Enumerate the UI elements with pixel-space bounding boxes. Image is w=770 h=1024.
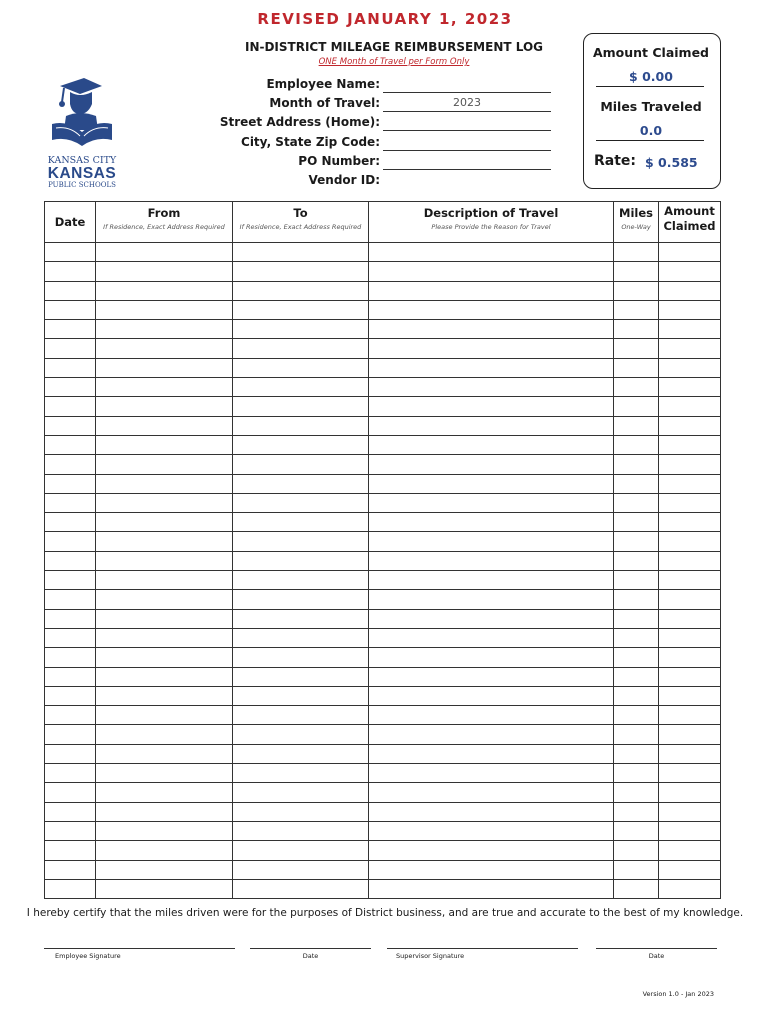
amount-cell[interactable] [659, 262, 721, 281]
miles-cell[interactable] [614, 609, 659, 628]
to-cell[interactable] [233, 764, 369, 783]
supervisor-signature-line[interactable] [387, 948, 578, 949]
to-cell[interactable] [233, 281, 369, 300]
district-logo [40, 76, 124, 189]
table-row [45, 783, 721, 802]
from-cell[interactable] [96, 706, 233, 725]
col-header-description: Description of Travel Please Provide the Reason for Travel [369, 202, 614, 243]
date-cell[interactable] [45, 551, 96, 570]
miles-cell[interactable] [614, 474, 659, 493]
miles-cell[interactable] [614, 513, 659, 532]
to-cell[interactable] [233, 300, 369, 319]
miles-traveled-label: Miles Traveled [600, 99, 702, 114]
from-cell[interactable] [96, 532, 233, 551]
description-cell[interactable] [369, 416, 614, 435]
date-cell[interactable] [45, 378, 96, 397]
table-row [45, 648, 721, 667]
to-cell[interactable] [233, 744, 369, 763]
employee-name-label: Employee Name: [266, 77, 380, 91]
month-of-travel-label: Month of Travel: [269, 96, 380, 110]
from-cell[interactable] [96, 648, 233, 667]
to-cell[interactable] [233, 455, 369, 474]
to-cell[interactable] [233, 262, 369, 281]
graduate-reading-icon [40, 76, 124, 154]
date-cell[interactable] [45, 532, 96, 551]
amount-cell[interactable] [659, 706, 721, 725]
amount-cell[interactable] [659, 628, 721, 647]
to-cell[interactable] [233, 590, 369, 609]
description-cell[interactable] [369, 590, 614, 609]
table-row [45, 764, 721, 783]
employee-signature-line[interactable] [44, 948, 235, 949]
description-cell[interactable] [369, 262, 614, 281]
to-cell[interactable] [233, 725, 369, 744]
from-cell[interactable] [96, 474, 233, 493]
from-cell[interactable] [96, 725, 233, 744]
date-cell[interactable] [45, 860, 96, 879]
table-row [45, 879, 721, 898]
description-cell[interactable] [369, 435, 614, 454]
amount-cell[interactable] [659, 532, 721, 551]
from-cell[interactable] [96, 686, 233, 705]
amount-cell[interactable] [659, 435, 721, 454]
to-cell[interactable] [233, 397, 369, 416]
description-cell[interactable] [369, 493, 614, 512]
table-row [45, 416, 721, 435]
amount-cell[interactable] [659, 571, 721, 590]
miles-cell[interactable] [614, 551, 659, 570]
from-cell[interactable] [96, 609, 233, 628]
amount-cell[interactable] [659, 281, 721, 300]
table-row [45, 397, 721, 416]
from-cell[interactable] [96, 339, 233, 358]
date-cell[interactable] [45, 609, 96, 628]
date-cell[interactable] [45, 339, 96, 358]
table-row [45, 378, 721, 397]
from-cell[interactable] [96, 262, 233, 281]
description-cell[interactable] [369, 821, 614, 840]
to-cell[interactable] [233, 339, 369, 358]
miles-cell[interactable] [614, 397, 659, 416]
amount-cell[interactable] [659, 821, 721, 840]
from-hint: If Residence, Exact Address Required [103, 223, 225, 231]
miles-cell[interactable] [614, 841, 659, 860]
col-header-date: Date [45, 202, 96, 243]
amount-cell[interactable] [659, 358, 721, 377]
table-row [45, 706, 721, 725]
miles-cell[interactable] [614, 532, 659, 551]
col-header-to: To If Residence, Exact Address Required [233, 202, 369, 243]
date-cell[interactable] [45, 628, 96, 647]
from-cell[interactable] [96, 571, 233, 590]
table-row [45, 455, 721, 474]
month-of-travel-value[interactable]: 2023 [453, 96, 481, 109]
miles-cell[interactable] [614, 571, 659, 590]
table-row [45, 725, 721, 744]
description-cell[interactable] [369, 532, 614, 551]
miles-cell[interactable] [614, 783, 659, 802]
employee-name-field[interactable] [383, 92, 551, 93]
rate-label: Rate: [594, 153, 637, 169]
date-cell[interactable] [45, 783, 96, 802]
table-row [45, 435, 721, 454]
description-cell[interactable] [369, 609, 614, 628]
date-cell[interactable] [45, 262, 96, 281]
description-cell[interactable] [369, 339, 614, 358]
to-hint: If Residence, Exact Address Required [239, 223, 362, 231]
date-cell[interactable] [45, 725, 96, 744]
to-cell[interactable] [233, 243, 369, 262]
table-row [45, 841, 721, 860]
to-cell[interactable] [233, 571, 369, 590]
miles-cell[interactable] [614, 416, 659, 435]
date-cell[interactable] [45, 571, 96, 590]
from-cell[interactable] [96, 841, 233, 860]
from-cell[interactable] [96, 493, 233, 512]
from-cell[interactable] [96, 300, 233, 319]
to-cell[interactable] [233, 648, 369, 667]
amount-cell[interactable] [659, 243, 721, 262]
date-cell[interactable] [45, 493, 96, 512]
from-cell[interactable] [96, 667, 233, 686]
description-cell[interactable] [369, 571, 614, 590]
version-label: Version 1.0 - Jan 2023 [642, 990, 714, 998]
date-cell[interactable] [45, 474, 96, 493]
to-cell[interactable] [233, 378, 369, 397]
amount-cell[interactable] [659, 397, 721, 416]
date-cell[interactable] [45, 879, 96, 898]
date-cell[interactable] [45, 513, 96, 532]
date-cell[interactable] [45, 744, 96, 763]
from-cell[interactable] [96, 513, 233, 532]
miles-hint: One-Way [621, 223, 651, 231]
amount-cell[interactable] [659, 879, 721, 898]
miles-traveled-value: 0.0 [639, 123, 663, 138]
from-cell[interactable] [96, 416, 233, 435]
col-header-amount: Amount Claimed [659, 202, 721, 243]
miles-cell[interactable] [614, 243, 659, 262]
description-cell[interactable] [369, 378, 614, 397]
description-cell[interactable] [369, 320, 614, 339]
from-cell[interactable] [96, 551, 233, 570]
date-cell[interactable] [45, 667, 96, 686]
table-row [45, 339, 721, 358]
miles-cell[interactable] [614, 725, 659, 744]
description-cell[interactable] [369, 686, 614, 705]
to-cell[interactable] [233, 435, 369, 454]
amount-cell[interactable] [659, 474, 721, 493]
amount-cell[interactable] [659, 339, 721, 358]
po-number-field[interactable] [383, 169, 551, 170]
miles-cell[interactable] [614, 300, 659, 319]
miles-cell[interactable] [614, 493, 659, 512]
city-state-zip-field[interactable] [383, 150, 551, 151]
mileage-log-table [44, 201, 721, 899]
street-address-label: Street Address (Home): [219, 115, 380, 129]
miles-traveled-underline [596, 140, 704, 141]
from-cell[interactable] [96, 821, 233, 840]
amount-cell[interactable] [659, 300, 721, 319]
col-header-from: From If Residence, Exact Address Required [96, 202, 233, 243]
miles-cell[interactable] [614, 628, 659, 647]
from-cell[interactable] [96, 860, 233, 879]
amount-cell[interactable] [659, 648, 721, 667]
to-cell[interactable] [233, 667, 369, 686]
amount-cell[interactable] [659, 416, 721, 435]
vendor-id-label: Vendor ID: [308, 173, 380, 187]
from-cell[interactable] [96, 590, 233, 609]
amount-claimed-value: $ 0.00 [629, 69, 673, 84]
miles-cell[interactable] [614, 667, 659, 686]
to-cell[interactable] [233, 320, 369, 339]
table-row [45, 358, 721, 377]
table-row [45, 821, 721, 840]
miles-cell[interactable] [614, 802, 659, 821]
description-cell[interactable] [369, 551, 614, 570]
date-line-1[interactable] [250, 948, 371, 949]
date-cell[interactable] [45, 300, 96, 319]
city-state-zip-label: City, State Zip Code: [241, 135, 380, 149]
date-cell[interactable] [45, 802, 96, 821]
date-cell[interactable] [45, 590, 96, 609]
to-cell[interactable] [233, 416, 369, 435]
date-cell[interactable] [45, 706, 96, 725]
from-cell[interactable] [96, 783, 233, 802]
to-cell[interactable] [233, 783, 369, 802]
table-row [45, 744, 721, 763]
table-row [45, 320, 721, 339]
to-cell[interactable] [233, 493, 369, 512]
miles-cell[interactable] [614, 879, 659, 898]
form-title: IN-DISTRICT MILEAGE REIMBURSEMENT LOG [244, 40, 543, 54]
description-cell[interactable] [369, 455, 614, 474]
description-cell[interactable] [369, 667, 614, 686]
table-row [45, 590, 721, 609]
table-row [45, 262, 721, 281]
from-cell[interactable] [96, 879, 233, 898]
description-cell[interactable] [369, 706, 614, 725]
date-cell[interactable] [45, 320, 96, 339]
amount-cell[interactable] [659, 725, 721, 744]
from-cell[interactable] [96, 378, 233, 397]
date-cell[interactable] [45, 686, 96, 705]
description-cell[interactable] [369, 744, 614, 763]
amount-cell[interactable] [659, 551, 721, 570]
table-row [45, 571, 721, 590]
description-cell[interactable] [369, 764, 614, 783]
description-cell[interactable] [369, 725, 614, 744]
to-cell[interactable] [233, 474, 369, 493]
miles-cell[interactable] [614, 320, 659, 339]
amount-cell[interactable] [659, 609, 721, 628]
table-row [45, 474, 721, 493]
rate-value: $ 0.585 [645, 155, 698, 170]
table-row [45, 628, 721, 647]
description-cell[interactable] [369, 860, 614, 879]
table-row [45, 513, 721, 532]
table-row [45, 493, 721, 512]
miles-cell[interactable] [614, 648, 659, 667]
to-cell[interactable] [233, 513, 369, 532]
to-cell[interactable] [233, 860, 369, 879]
date-label-1: Date [302, 952, 319, 960]
to-cell[interactable] [233, 551, 369, 570]
amount-cell[interactable] [659, 802, 721, 821]
miles-cell[interactable] [614, 686, 659, 705]
amount-cell[interactable] [659, 783, 721, 802]
date-cell[interactable] [45, 648, 96, 667]
amount-cell[interactable] [659, 764, 721, 783]
certification-statement: I hereby certify that the miles driven were for the purposes of District business, and are true and accurate to the best of my knowledge. [26, 907, 744, 919]
col-header-miles: Miles One-Way [614, 202, 659, 243]
table-row [45, 551, 721, 570]
form-subtitle: ONE Month of Travel per Form Only [318, 57, 470, 67]
date-cell[interactable] [45, 841, 96, 860]
date-cell[interactable] [45, 416, 96, 435]
description-cell[interactable] [369, 783, 614, 802]
date-cell[interactable] [45, 821, 96, 840]
from-cell[interactable] [96, 358, 233, 377]
table-row [45, 243, 721, 262]
miles-cell[interactable] [614, 821, 659, 840]
description-cell[interactable] [369, 300, 614, 319]
table-row [45, 281, 721, 300]
to-cell[interactable] [233, 802, 369, 821]
date-cell[interactable] [45, 243, 96, 262]
miles-cell[interactable] [614, 706, 659, 725]
po-number-label: PO Number: [298, 154, 380, 168]
date-cell[interactable] [45, 281, 96, 300]
table-row [45, 609, 721, 628]
from-cell[interactable] [96, 320, 233, 339]
miles-cell[interactable] [614, 435, 659, 454]
month-of-travel-field[interactable] [383, 111, 551, 112]
date-cell[interactable] [45, 358, 96, 377]
from-cell[interactable] [96, 397, 233, 416]
description-cell[interactable] [369, 474, 614, 493]
to-cell[interactable] [233, 821, 369, 840]
miles-cell[interactable] [614, 590, 659, 609]
table-row [45, 532, 721, 551]
description-cell[interactable] [369, 397, 614, 416]
street-address-field[interactable] [383, 130, 551, 131]
amount-cell[interactable] [659, 455, 721, 474]
description-cell[interactable] [369, 358, 614, 377]
date-cell[interactable] [45, 455, 96, 474]
amount-cell[interactable] [659, 378, 721, 397]
miles-cell[interactable] [614, 281, 659, 300]
miles-cell[interactable] [614, 744, 659, 763]
amount-cell[interactable] [659, 860, 721, 879]
description-cell[interactable] [369, 513, 614, 532]
description-cell[interactable] [369, 243, 614, 262]
logo-text-schools: PUBLIC SCHOOLS [48, 181, 116, 189]
from-cell[interactable] [96, 744, 233, 763]
table-row [45, 686, 721, 705]
miles-cell[interactable] [614, 358, 659, 377]
from-cell[interactable] [96, 802, 233, 821]
logo-text-kansas: KANSAS [47, 165, 117, 182]
to-cell[interactable] [233, 358, 369, 377]
amount-cell[interactable] [659, 320, 721, 339]
amount-cell[interactable] [659, 841, 721, 860]
date-cell[interactable] [45, 435, 96, 454]
to-cell[interactable] [233, 532, 369, 551]
employee-signature-label: Employee Signature [55, 952, 121, 960]
description-cell[interactable] [369, 802, 614, 821]
from-cell[interactable] [96, 281, 233, 300]
table-row [45, 667, 721, 686]
from-cell[interactable] [96, 455, 233, 474]
amount-cell[interactable] [659, 667, 721, 686]
table-row [45, 300, 721, 319]
to-cell[interactable] [233, 841, 369, 860]
table-header-row [45, 202, 721, 243]
description-cell[interactable] [369, 841, 614, 860]
to-cell[interactable] [233, 686, 369, 705]
date-cell[interactable] [45, 397, 96, 416]
from-cell[interactable] [96, 628, 233, 647]
description-cell[interactable] [369, 879, 614, 898]
table-row [45, 802, 721, 821]
to-cell[interactable] [233, 609, 369, 628]
revised-date-banner: REVISED JANUARY 1, 2023 [257, 10, 513, 28]
to-cell[interactable] [233, 628, 369, 647]
miles-cell[interactable] [614, 860, 659, 879]
date-line-2[interactable] [596, 948, 717, 949]
logo-text-city: KANSAS CITY [47, 155, 117, 166]
from-cell[interactable] [96, 243, 233, 262]
to-cell[interactable] [233, 879, 369, 898]
date-cell[interactable] [45, 764, 96, 783]
amount-cell[interactable] [659, 744, 721, 763]
description-cell[interactable] [369, 648, 614, 667]
to-cell[interactable] [233, 706, 369, 725]
from-cell[interactable] [96, 764, 233, 783]
miles-cell[interactable] [614, 378, 659, 397]
amount-cell[interactable] [659, 493, 721, 512]
supervisor-signature-label: Supervisor Signature [396, 952, 465, 960]
amount-cell[interactable] [659, 590, 721, 609]
miles-cell[interactable] [614, 262, 659, 281]
table-row [45, 860, 721, 879]
miles-cell[interactable] [614, 339, 659, 358]
amount-cell[interactable] [659, 513, 721, 532]
miles-cell[interactable] [614, 764, 659, 783]
miles-cell[interactable] [614, 455, 659, 474]
description-cell[interactable] [369, 628, 614, 647]
from-cell[interactable] [96, 435, 233, 454]
amount-claimed-underline [596, 86, 704, 87]
description-hint: Please Provide the Reason for Travel [431, 223, 551, 231]
amount-claimed-label: Amount Claimed [592, 45, 710, 60]
amount-cell[interactable] [659, 686, 721, 705]
description-cell[interactable] [369, 281, 614, 300]
date-label-2: Date [648, 952, 665, 960]
